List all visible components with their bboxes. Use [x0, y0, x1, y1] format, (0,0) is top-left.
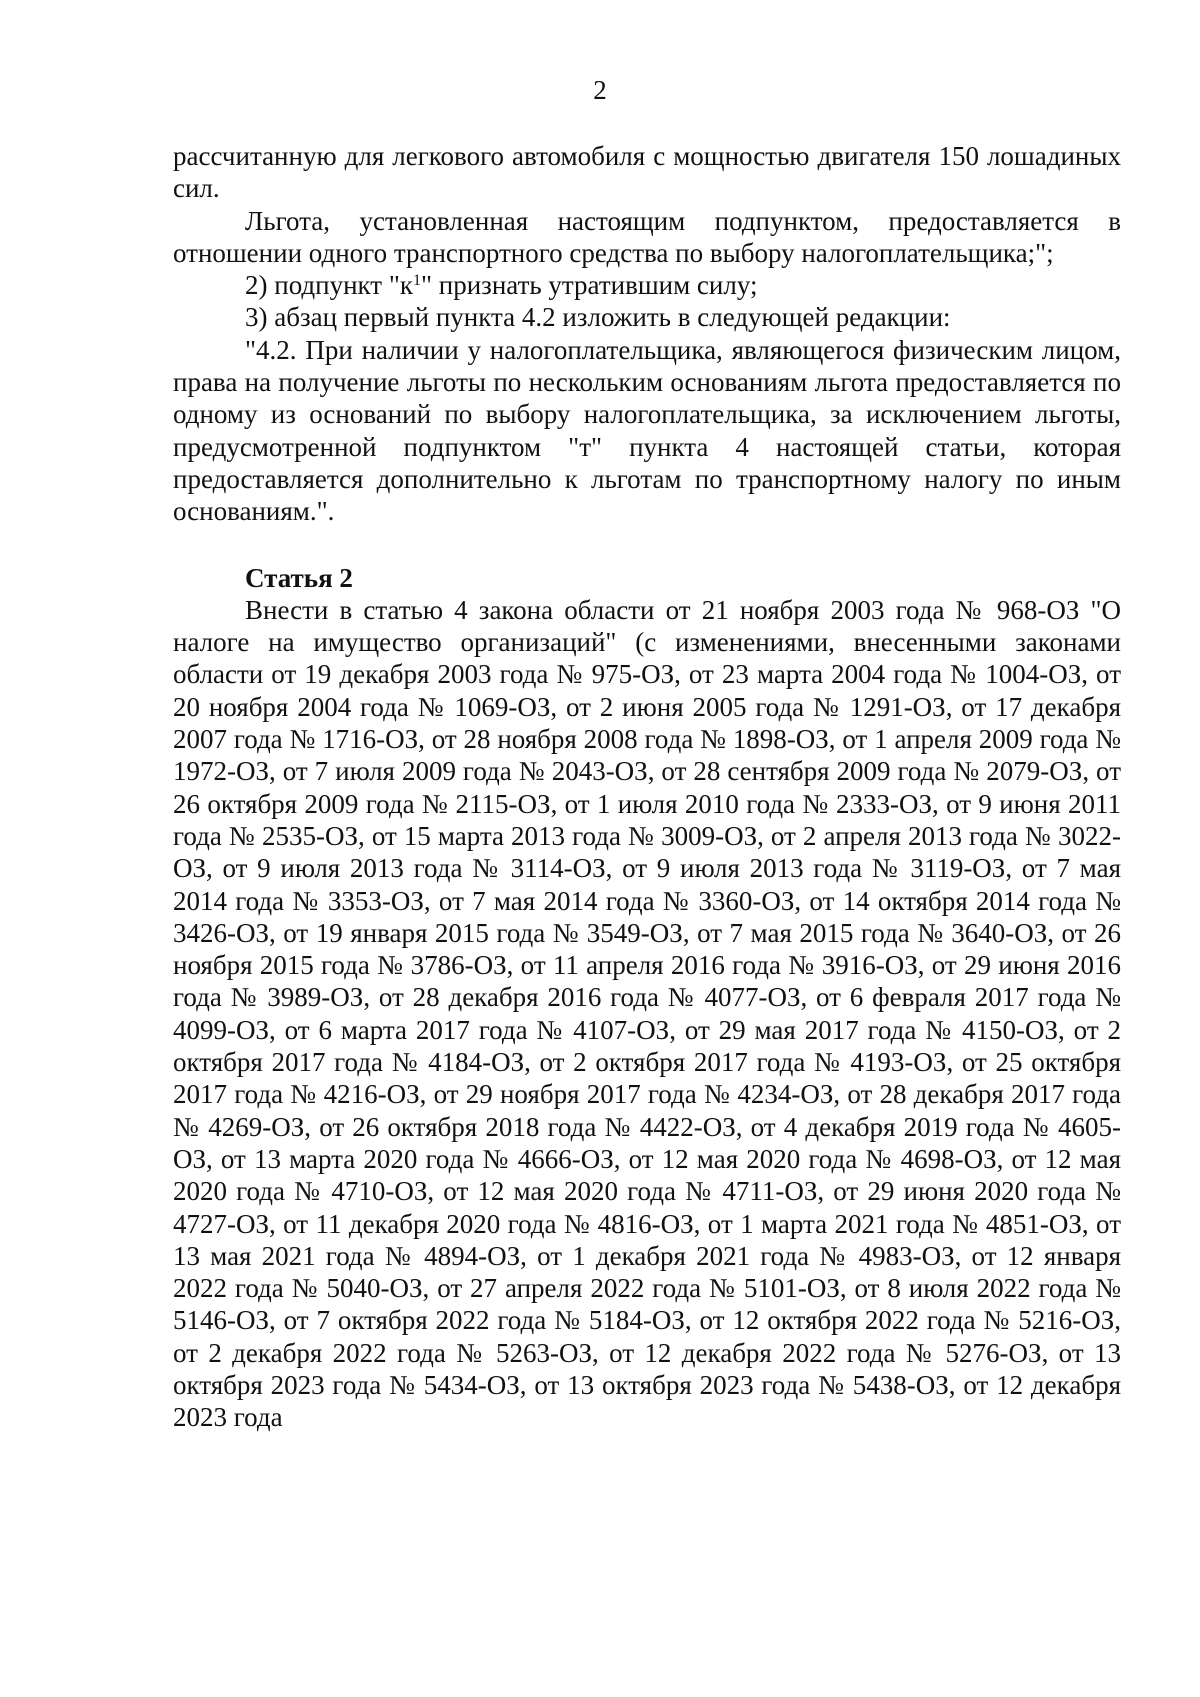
paragraph-continuation: рассчитанную для легкового автомобиля с мощностью двигателя 150 лошадиных сил. [173, 141, 1121, 204]
paragraph-subitem-2 [173, 269, 1121, 301]
paragraph-benefit-note: Льгота, установленная настоящим подпунктом, предоставляется в отношении одного транспортного средства по выбору налогоплательщика;"; [173, 205, 1121, 268]
subitem-2-superscript: 1 [413, 272, 421, 290]
document-body [173, 140, 1121, 1434]
paragraph-article-2-body: Внести в статью 4 закона области от 21 ноября 2003 года № 968-ОЗ "О налоге на имущество организаций" (с изменениями, внесенными законами области от 19 декабря 2003 года № 975-ОЗ, от 23 марта 2004 года № 1004-ОЗ, от 20 ноября 2004 года № 1069-ОЗ, от 2 июня 2005 года № 1291-ОЗ, от 17 декабря 2007 года № 1716-ОЗ, от 28 ноября 2008 года № 1898-ОЗ, от 1 апреля 2009 года № 1972-ОЗ, от 7 июля 2009 года № 2043-ОЗ, от 28 сентября 2009 года № 2079-ОЗ, от 26 октября 2009 года № 2115-ОЗ, от 1 июля 2010 года № 2333-ОЗ, от 9 июня 2011 года № 2535-ОЗ, от 15 марта 2013 года № 3009-ОЗ, от 2 апреля 2013 года № 3022-ОЗ, от 9 июля 2013 года № 3114-ОЗ, от 9 июля 2013 года № 3119-ОЗ, от 7 мая 2014 года № 3353-ОЗ, от 7 мая 2014 года № 3360-ОЗ, от 14 октября 2014 года № 3426-ОЗ, от 19 января 2015 года № 3549-ОЗ, от 7 мая 2015 года № 3640-ОЗ, от 26 ноября 2015 года № 3786-ОЗ, от 11 апреля 2016 года № 3916-ОЗ, от 29 июня 2016 года № 3989-ОЗ, от 28 декабря 2016 года № 4077-ОЗ, от 6 февраля 2017 года № 4099-ОЗ, от 6 марта 2017 года № 4107-ОЗ, от 29 мая 2017 года № 4150-ОЗ, от 2 октября 2017 года № 4184-ОЗ, от 2 октября 2017 года № 4193-ОЗ, от 25 октября 2017 года № 4216-ОЗ, от 29 ноября 2017 года № 4234-ОЗ, от 28 декабря 2017 года № 4269-ОЗ, от 26 октября 2018 года № 4422-ОЗ, от 4 декабря 2019 года № 4605-ОЗ, от 13 марта 2020 года № 4666-ОЗ, от 12 мая 2020 года № 4698-ОЗ, от 12 мая 2020 года № 4710-ОЗ, от 12 мая 2020 года № 4711-ОЗ, от 29 июня 2020 года № 4727-ОЗ, от 11 декабря 2020 года № 4816-ОЗ, от 1 марта 2021 года № 4851-ОЗ, от 13 мая 2021 года № 4894-ОЗ, от 1 декабря 2021 года № 4983-ОЗ, от 12 января 2022 года № 5040-ОЗ, от 27 апреля 2022 года № 5101-ОЗ, от 8 июля 2022 года № 5146-ОЗ, от 7 октября 2022 года № 5184-ОЗ, от 12 октября 2022 года № 5216-ОЗ, от 2 декабря 2022 года № 5263-ОЗ, от 12 декабря 2022 года № 5276-ОЗ, от 13 октября 2023 года № 5434-ОЗ, от 13 октября 2023 года № 5438-ОЗ, от 12 декабря 2023 года [173, 594, 1121, 1433]
page-number: 2 [593, 75, 607, 105]
subitem-2-text-end: " признать утратившим силу; [421, 270, 758, 301]
subitem-2-text-start: 2) подпункт "к [245, 270, 413, 301]
article-heading: Статья 2 [245, 562, 353, 593]
paragraph-subitem-3: 3) абзац первый пункта 4.2 изложить в следующей редакции: [245, 302, 951, 333]
paragraph-clause-4-2: "4.2. При наличии у налогоплательщика, являющегося физическим лицом, права на получение льготы по нескольким основаниям льгота предоставляется по одному из оснований по выбору налогоплательщика, за исключением льготы, предусмотренной подпунктом "т" пункта 4 настоящей статьи, которая предоставляется дополнительно к льготам по транспортному налогу по иным основаниям.". [173, 334, 1121, 527]
